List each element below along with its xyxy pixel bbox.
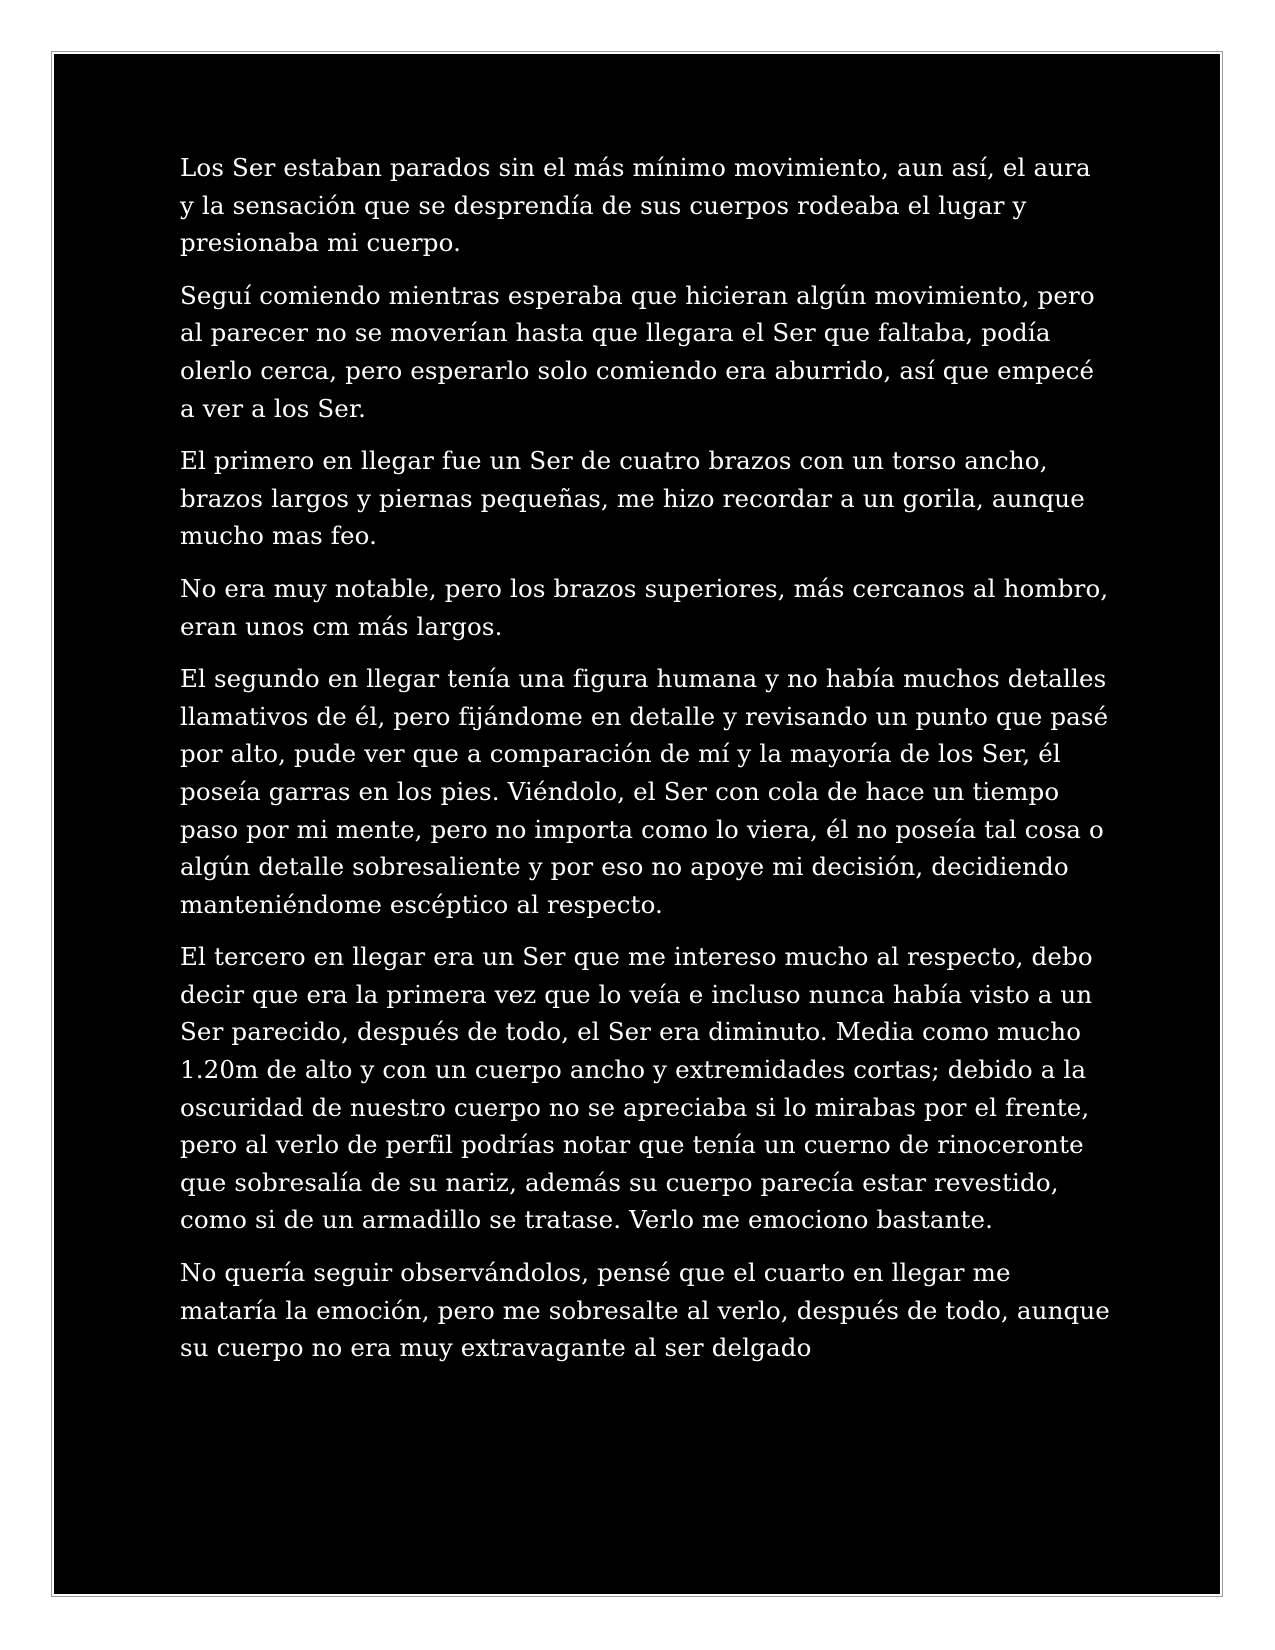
paragraph-5: El segundo en llegar tenía una figura humana y no había muchos detalles llamativos de él, pero fijándome en detalle y revisando un punto que pasé por alto, pude ver que a comparación de mí y la mayoría de los Ser, él poseía garras en los pies. Viéndolo, el Ser con cola de hace un tiempo paso por mi mente, pero no importa como lo viera, él no poseía tal cosa o algún detalle sobresaliente y por eso no apoye mi decisión, decidiendo manteniéndome escéptico al respecto. <box>180 664 1109 919</box>
paragraph-2: Seguí comiendo mientras esperaba que hicieran algún movimiento, pero al parecer no se moverían hasta que llegara el Ser que faltaba, podía olerlo cerca, pero esperarlo solo comiendo era aburrido, así que empecé a ver a los Ser. <box>180 280 1095 423</box>
paragraph-4: No era muy notable, pero los brazos superiores, más cercanos al hombro, eran unos cm más largos. <box>180 573 1109 641</box>
paragraph-6: El tercero en llegar era un Ser que me intereso mucho al respecto, debo decir que era la primera vez que lo veía e incluso nunca había visto a un Ser parecido, después de todo, el Ser era diminuto. Media como mucho 1.20m de alto y con un cuerpo ancho y extremidades cortas; debido a la oscuridad de nuestro cuerpo no se apreciaba si lo mirabas por el frente, pero al verlo de perfil podrías notar que tenía un cuerno de rinoceronte que sobresalía de su nariz, además su cuerpo parecía estar revestido, como si de un armadillo se tratase. Verlo me emociono bastante. <box>180 942 1093 1235</box>
page-frame <box>51 51 1223 1597</box>
paragraph-7: No quería seguir observándolos, pensé que el cuarto en llegar me mataría la emoción, pero me sobresalte al verlo, después de todo, aunque su cuerpo no era muy extravagante al ser delgado <box>180 1258 1110 1363</box>
body-text <box>180 149 1110 1382</box>
paragraph-1: Los Ser estaban parados sin el más mínimo movimiento, aun así, el aura y la sensación que se desprendía de sus cuerpos rodeaba el lugar y presionaba mi cuerpo. <box>180 153 1091 258</box>
page-panel <box>54 54 1220 1594</box>
paragraph-3: El primero en llegar fue un Ser de cuatro brazos con un torso ancho, brazos largos y piernas pequeñas, me hizo recordar a un gorila, aunque mucho mas feo. <box>180 446 1085 551</box>
